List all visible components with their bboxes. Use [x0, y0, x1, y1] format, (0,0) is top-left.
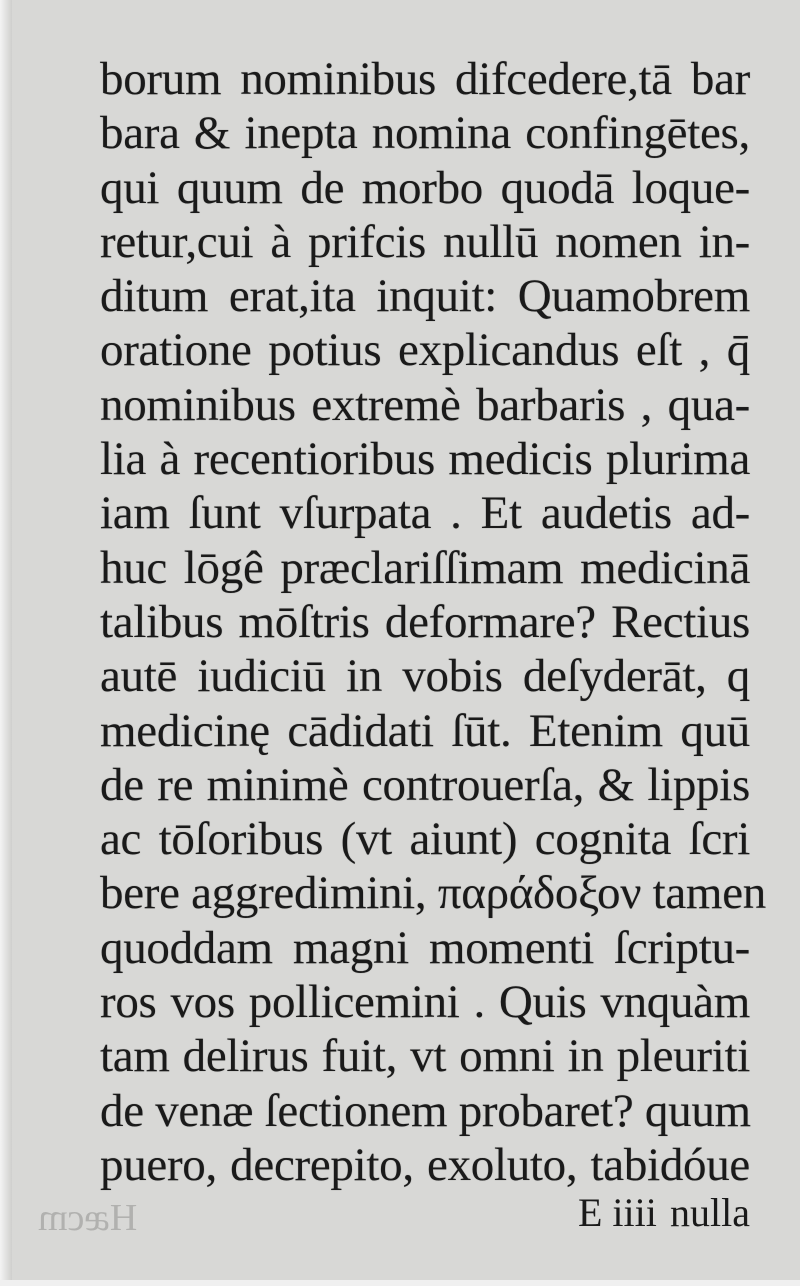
text-line: bere aggredimini, παράδοξον tamen — [100, 867, 766, 920]
page-bottom-edge — [0, 1280, 800, 1286]
body-text — [100, 52, 766, 1192]
text-line: tam delirus fuit, vt omni in pleuriti — [100, 1030, 750, 1083]
text-line: de re minimè controuerſa, & lippis — [100, 758, 750, 811]
signature-mark: E iiii — [578, 1190, 657, 1235]
text-line: quoddam magni momenti ſcriptu- — [100, 921, 750, 974]
catchword: nulla — [670, 1190, 750, 1235]
bleed-through-text: Hæcm — [38, 1197, 138, 1239]
text-line: ac tōſoribus (vt aiunt) cognita ſcri — [100, 813, 750, 866]
text-line: bara & inepta nomina confingētes, — [100, 107, 750, 160]
page-footer — [100, 1186, 750, 1240]
text-line: borum nominibus difcedere,tā bar — [100, 53, 750, 105]
text-line: lia à recentioribus medicis plurima — [100, 433, 750, 486]
text-line: huc lōgê præclariſſimam medicinā — [100, 541, 750, 594]
text-line: puero, decrepito, exoluto, tabidóue — [100, 1138, 750, 1191]
text-line: medicinę cādidati ſūt. Etenim quū — [100, 704, 750, 757]
text-line: nominibus extremè barbaris , qua- — [100, 378, 750, 431]
text-line: ros vos pollicemini . Quis vnquàm — [100, 976, 750, 1029]
text-line: de venæ ſectionem probaret? quum — [100, 1084, 751, 1137]
text-line: ditum erat,ita inquit: Quamobrem — [100, 270, 750, 323]
text-line: qui quum de morbo quodā loque- — [100, 161, 750, 214]
text-line: talibus mōſtris deformare? Rectius — [100, 595, 750, 648]
page-left-edge — [0, 0, 12, 1286]
text-line: retur,cui à prifcis nullū nomen in- — [100, 215, 750, 268]
text-line: iam ſunt vſurpata . Et audetis ad- — [100, 487, 750, 540]
text-line: oratione potius explicandus eſt , q̄ — [100, 324, 750, 377]
text-line: autē iudiciū in vobis deſyderāt, q — [100, 650, 750, 703]
